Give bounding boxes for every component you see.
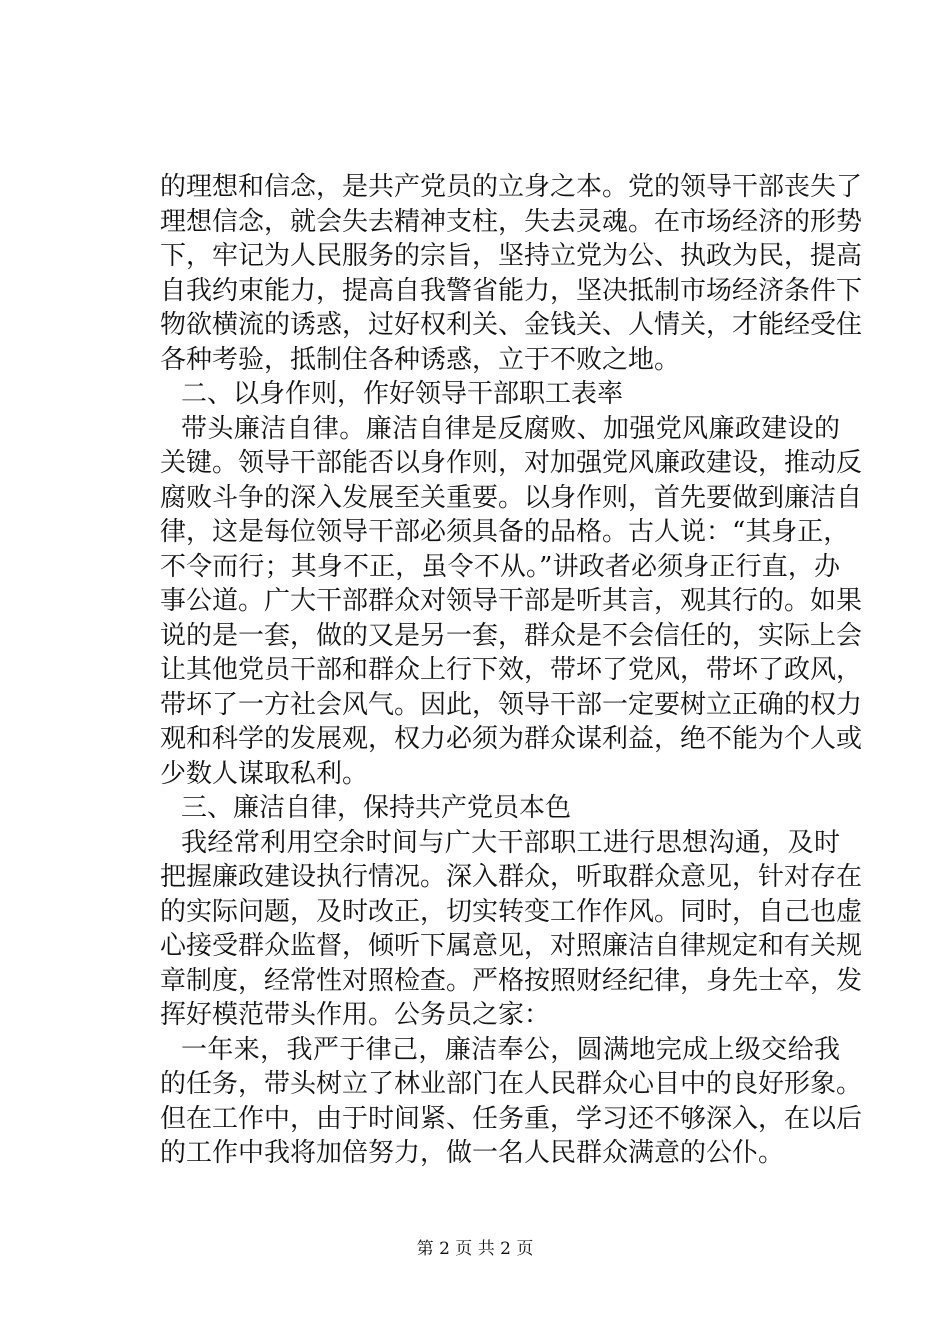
body-line: 不令而行；其身不正，虽令不从。”讲政者必须身正行直，办: [160, 551, 840, 582]
body-line: 观和科学的发展观，权力必须为群众谋利益，绝不能为个人或: [160, 724, 863, 754]
body-line: 挥好模范带头作用。公务员之家：: [160, 1000, 551, 1030]
body-line: 的理想和信念，是共产党员的立身之本。党的领导干部丧失了: [160, 172, 863, 202]
body-line: 的任务，带头树立了林业部门在人民群众心目中的良好形象。: [160, 1069, 863, 1099]
body-line: 带头廉洁自律。廉洁自律是反腐败、加强党风廉政建设的: [181, 413, 840, 444]
body-line: 律，这是每位领导干部必须具备的品格。古人说：“其身正，: [160, 517, 850, 547]
body-line: 腐败斗争的深入发展至关重要。以身作则，首先要做到廉洁自: [160, 482, 863, 513]
document-body: [160, 170, 863, 1171]
body-line: 少数人谋取私利。: [160, 758, 369, 789]
body-line: 关键。领导干部能否以身作则，对加强党风廉政建设，推动反: [160, 448, 863, 478]
body-line: 一年来，我严于律己，廉洁奉公，圆满地完成上级交给我: [181, 1034, 840, 1065]
body-line: 物欲横流的诱惑，过好权利关、金钱关、人情关，才能经受住: [160, 310, 863, 340]
page-footer: 第 2 页 共 2 页: [416, 1239, 534, 1259]
body-line: 心接受群众监督，倾听下属意见，对照廉洁自律规定和有关规: [160, 931, 863, 961]
body-line: 带坏了一方社会风气。因此，领导干部一定要树立正确的权力: [160, 689, 863, 720]
body-line: 的工作中我将加倍努力，做一名人民群众满意的公仆。: [160, 1138, 785, 1168]
body-line: 我经常利用空余时间与广大干部职工进行思想沟通，及时: [181, 827, 840, 858]
body-line: 的实际问题，及时改正，切实转变工作作风。同时，自己也虚: [160, 896, 863, 927]
body-line: 自我约束能力，提高自我警省能力，坚决抵制市场经济条件下: [160, 275, 863, 306]
body-line: 但在工作中，由于时间紧、任务重，学习还不够深入，在以后: [160, 1103, 863, 1134]
body-line: 事公道。广大干部群众对领导干部是听其言，观其行的。如果: [160, 586, 863, 616]
body-line: 让其他党员干部和群众上行下效，带坏了党风，带坏了政风，: [160, 655, 863, 685]
body-line: 章制度，经常性对照检查。严格按照财经纪律，身先士卒，发: [160, 965, 863, 996]
section-heading: 三、廉洁自律，保持共产党员本色: [181, 793, 572, 823]
body-line: 各种考验，抵制住各种诱惑，立于不败之地。: [160, 344, 681, 375]
body-line: 把握廉政建设执行情况。深入群众，听取群众意见，针对存在: [160, 862, 863, 892]
section-heading: 二、以身作则，作好领导干部职工表率: [181, 379, 624, 409]
body-line: 说的是一套，做的又是另一套，群众是不会信任的，实际上会: [160, 620, 863, 651]
body-line: 理想信念，就会失去精神支柱，失去灵魂。在市场经济的形势: [160, 206, 863, 237]
body-line: 下，牢记为人民服务的宗旨，坚持立党为公、执政为民，提高: [160, 241, 863, 271]
